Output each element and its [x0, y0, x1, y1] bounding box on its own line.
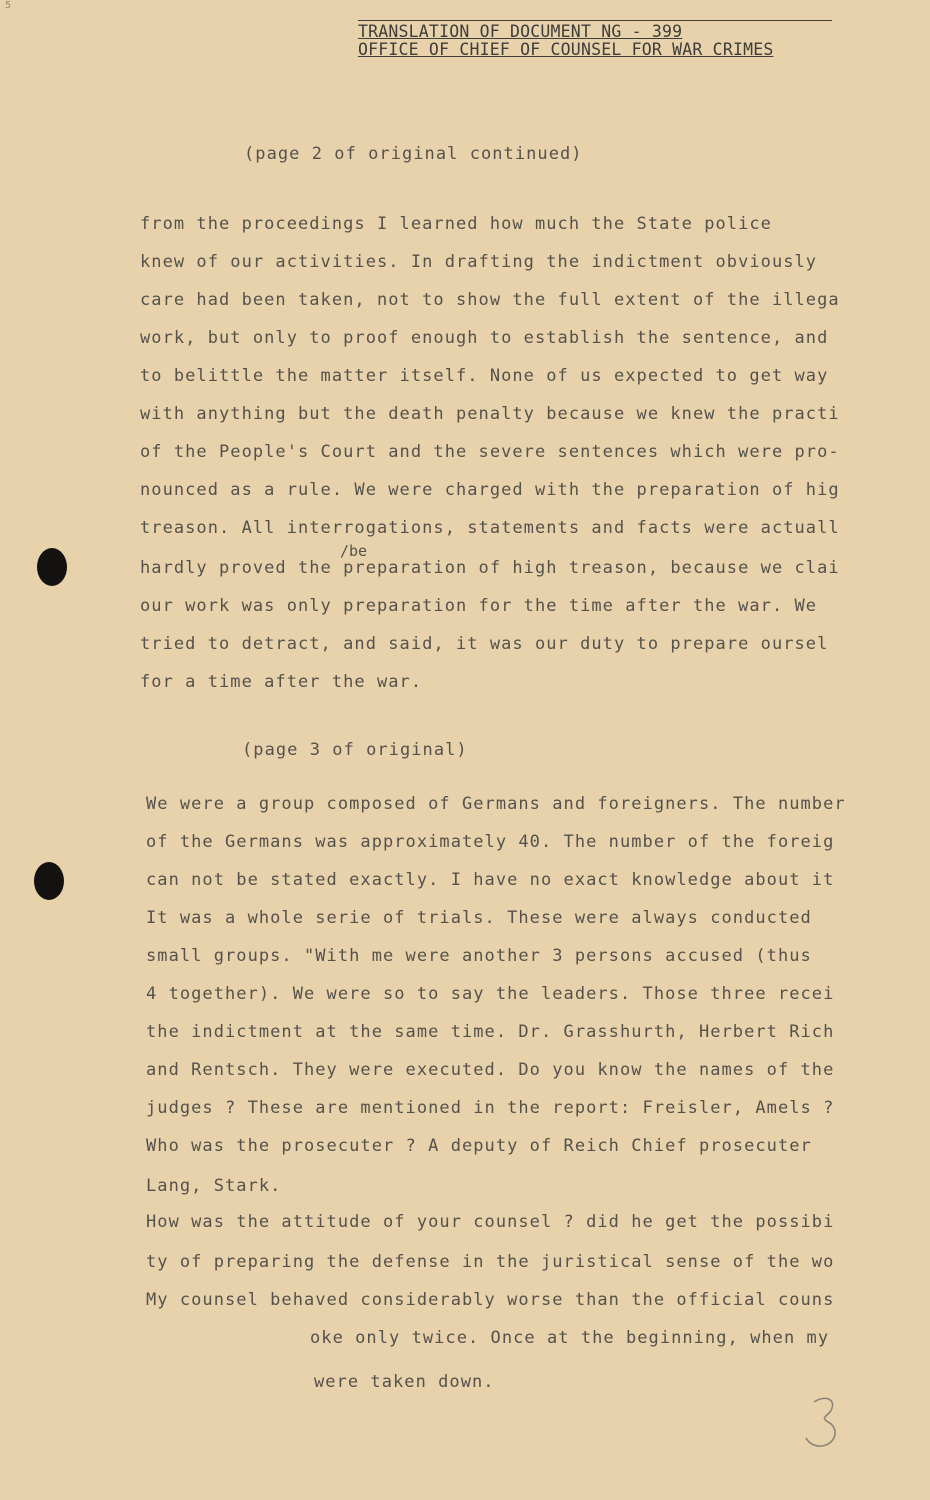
text-line: our work was only preparation for the time after the war. We: [140, 596, 818, 616]
text-line: hardly proved the preparation of high treason, because we clai: [140, 558, 840, 578]
section-heading: (page 3 of original): [242, 740, 468, 760]
punch-hole: [37, 548, 67, 586]
text-line: 4 together). We were so to say the leaders. Those three recei: [146, 984, 835, 1004]
text-line: treason. All interrogations, statements and facts were actuall: [140, 518, 840, 538]
text-line: My counsel behaved considerably worse than the official couns: [146, 1290, 835, 1310]
margin-mark: 5: [5, 0, 12, 11]
text-line: small groups. "With me were another 3 persons accused (thus: [146, 946, 812, 966]
document-header: [358, 20, 832, 59]
text-line: tried to detract, and said, it was our duty to prepare oursel: [140, 634, 829, 654]
section-heading: (page 2 of original continued): [244, 144, 583, 164]
text-line: Who was the prosecuter ? A deputy of Reich Chief prosecuter: [146, 1136, 812, 1156]
text-line: judges ? These are mentioned in the report: Freisler, Amels ?: [146, 1098, 835, 1118]
header-title: TRANSLATION OF DOCUMENT NG - 399: [358, 22, 683, 41]
text-line: It was a whole serie of trials. These were always conducted: [146, 908, 812, 928]
text-line: and Rentsch. They were executed. Do you know the names of the: [146, 1060, 835, 1080]
text-line: How was the attitude of your counsel ? did he get the possibi: [146, 1212, 835, 1232]
text-line: from the proceedings I learned how much the State police: [140, 214, 772, 234]
text-line: Lang, Stark.: [146, 1176, 282, 1196]
text-line: work, but only to proof enough to establish the sentence, and: [140, 328, 829, 348]
typed-insertion: /be: [340, 542, 368, 560]
punch-hole: [34, 862, 64, 900]
page-number-stroke: [806, 1398, 835, 1446]
text-line: for a time after the war.: [140, 672, 423, 692]
text-line: oke only twice. Once at the beginning, when my: [310, 1328, 830, 1348]
text-line: the indictment at the same time. Dr. Grasshurth, Herbert Rich: [146, 1022, 835, 1042]
text-line: nounced as a rule. We were charged with the preparation of hig: [140, 480, 840, 500]
text-line: of the Germans was approximately 40. The number of the foreig: [146, 832, 835, 852]
text-line: of the People's Court and the severe sentences which were pro-: [140, 442, 840, 462]
handwritten-page-number: [800, 1392, 850, 1452]
text-line: ty of preparing the defense in the juristical sense of the wo: [146, 1252, 835, 1272]
text-line: We were a group composed of Germans and foreigners. The number: [146, 794, 846, 814]
text-line: to belittle the matter itself. None of us expected to get way: [140, 366, 829, 386]
text-line: were taken down.: [314, 1372, 495, 1392]
text-line: can not be stated exactly. I have no exact knowledge about it: [146, 870, 835, 890]
text-line: knew of our activities. In drafting the indictment obviously: [140, 252, 818, 272]
header-office: OFFICE OF CHIEF OF COUNSEL FOR WAR CRIMES: [358, 40, 774, 59]
text-line: with anything but the death penalty because we knew the practi: [140, 404, 840, 424]
header-rule: [358, 20, 832, 21]
text-line: care had been taken, not to show the full extent of the illega: [140, 290, 840, 310]
